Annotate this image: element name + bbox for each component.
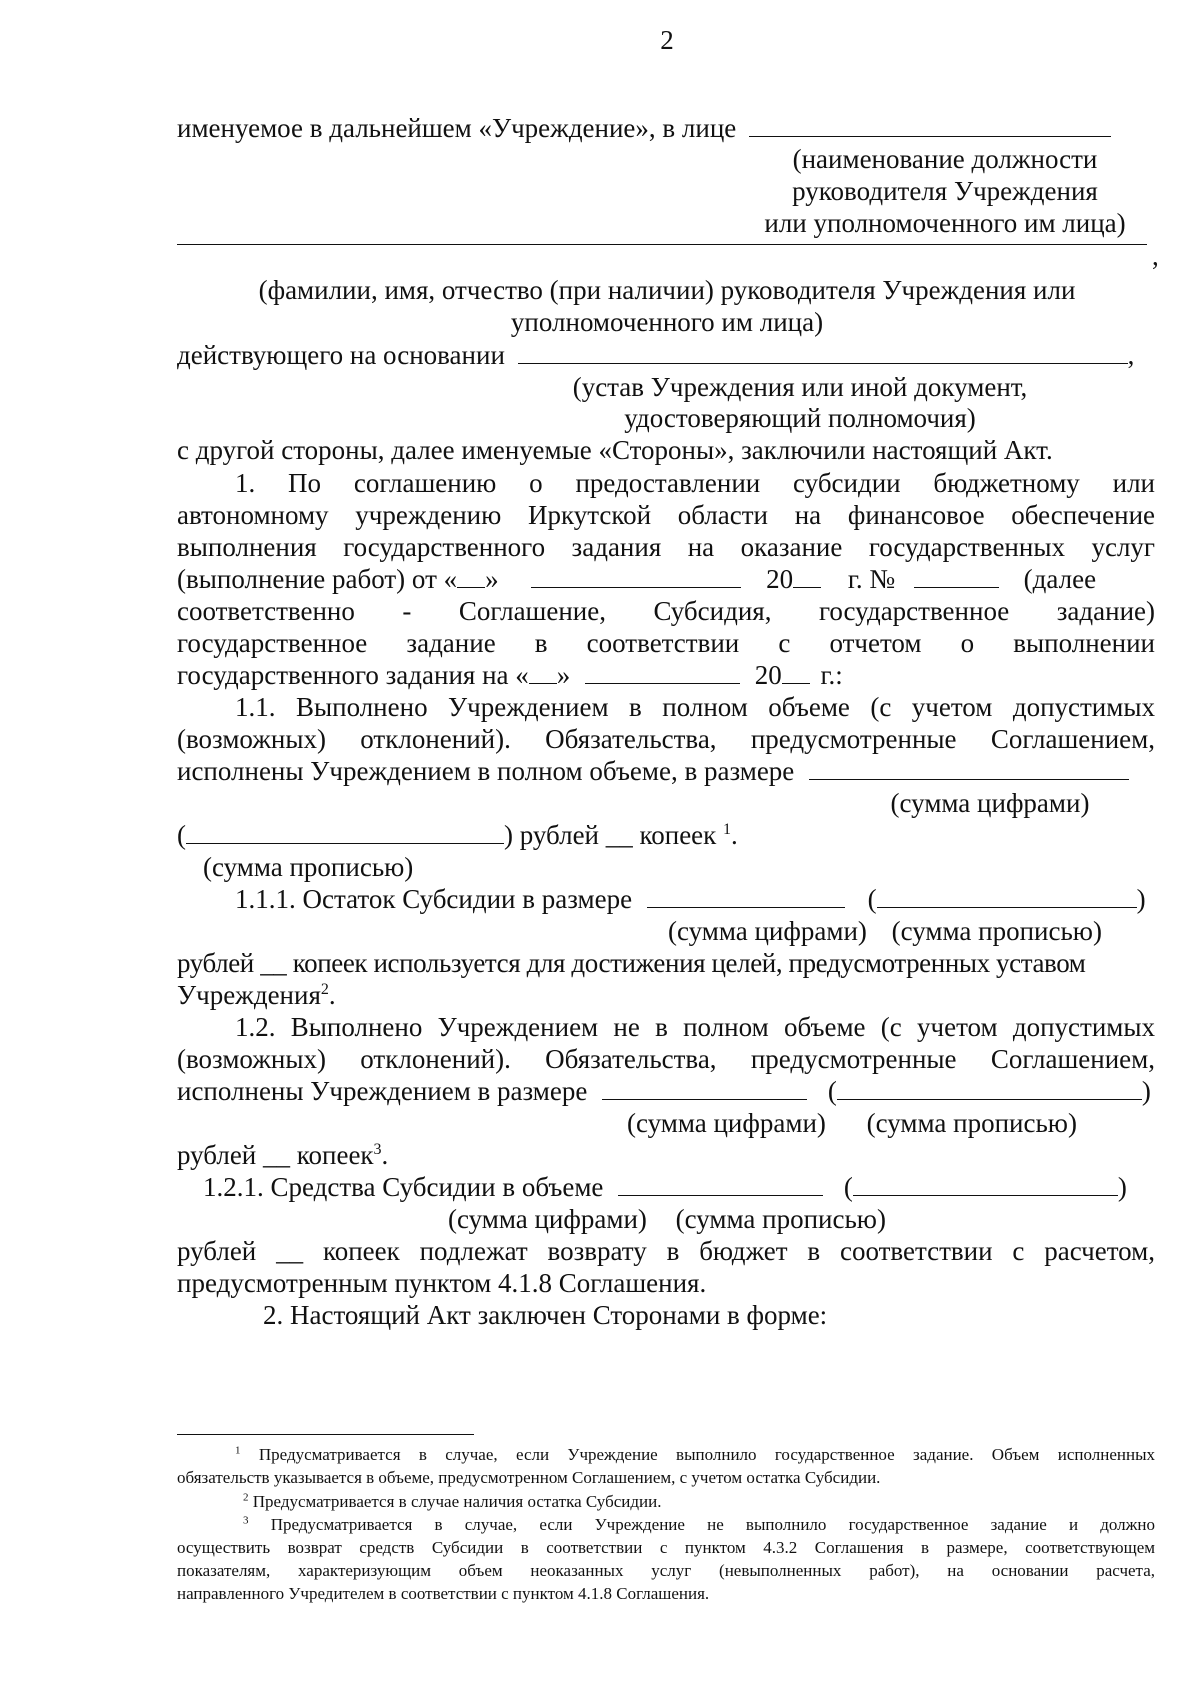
acting-basis-line: действующего на основании , [177,340,1135,370]
footnote-mark-2: 2 [320,981,329,998]
basis-blank [518,341,1128,364]
clause1-2-line3: исполнены Учреждением в размере ( ) [177,1076,1151,1106]
month-blank [531,565,741,588]
report-day-blank [529,661,557,684]
partial-digits-blank [602,1077,807,1100]
amount-digits-blank [809,757,1129,780]
clause1-1-line2: (возможных) отклонений). Обязательства, предусмотренные Соглашением, [177,724,1155,754]
footnote-mark-1: 1 [723,821,732,838]
footnote-separator [177,1434,474,1435]
clause1-1-1-line2: рублей __ копеек используется для достижения целей, предусмотренных уставом [177,948,1086,978]
clause1-line4: (выполнение работ) от « » 20 г. № (далее [177,564,1097,594]
clause2: 2. Настоящий Акт заключен Сторонами в форме: [263,1300,828,1330]
footnote-1-line2: обязательств указывается в объеме, предусмотренном Соглашением, с учетом остатка Субсидии. [177,1468,881,1487]
intro-named-line: именуемое в дальнейшем «Учреждение», в лице [177,112,1111,144]
partial-words-blank [837,1077,1142,1100]
clause1-2-1-line3: предусмотренным пунктом 4.1.8 Соглашения. [177,1268,707,1298]
footnote-3-line2: осуществить возврат средств Субсидии в соответствии с пунктом 4.3.2 Соглашения в размере, соответствующем [177,1538,1155,1557]
clause1-line5: соответственно - Соглашение, Субсидия, государственное задание) [177,596,1155,626]
footnote-2: $^2$ Предусматривается в случае наличия остатка Субсидии. [243,1491,662,1511]
clause1-line7: государственного задания на « » 20 г.: [177,660,843,690]
footnote-3-line4: направленного Учредителем в соответствии с пунктом 4.1.8 Соглашения. [177,1584,710,1603]
document-caption-1: (устав Учреждения или иной документ, [572,372,1028,402]
return-words-blank [853,1173,1118,1196]
footnote-3-line1: $^3$ Предусматривается в случае, если Учреждение не выполнило государственное задание и должно [243,1514,1156,1534]
clause1-2-captions: (сумма цифрами) (сумма прописью) [627,1108,1077,1138]
clause1-2-line4: рублей __ копеек$^3$. [177,1140,389,1170]
amount-words-blank [186,821,504,844]
position-caption-1: (наименование должности [792,144,1098,174]
caption-digits: (сумма цифрами) [890,788,1090,818]
return-digits-blank [618,1173,823,1196]
fio-comma: , [1152,241,1159,271]
footnote-mark-3: 3 [373,1141,382,1158]
clause1-2-1-captions: (сумма цифрами) (сумма прописью) [448,1204,886,1234]
clause1-line6: государственное задание в соответствии с отчетом о выполнении [177,628,1155,658]
clause1-1-1-line3: Учреждения$^2$. [177,980,336,1010]
footnote-1-line1: $^1$ Предусматривается в случае, если Учреждение выполнило государственное задание. Объем исполненных [235,1444,1156,1464]
clause1-1-1-captions: (сумма цифрами) (сумма прописью) [668,916,1102,946]
other-side-line: с другой стороны, далее именуемые «Стороны», заключили настоящий Акт. [177,435,1053,465]
report-month-blank [585,661,740,684]
clause1-line3: выполнения государственного задания на оказание государственных услуг [177,532,1155,562]
clause1-2-line2: (возможных) отклонений). Обязательства, предусмотренные Соглашением, [177,1044,1155,1074]
position-caption-2: руководителя Учреждения [792,176,1098,206]
clause1-2-line1: 1.2. Выполнено Учреждением не в полном объеме (с учетом допустимых [235,1012,1155,1042]
year-blank [793,565,821,588]
remainder-words-blank [877,885,1137,908]
fio-caption-2: уполномоченного им лица) [510,307,824,337]
clause1-1-1-line1: 1.1.1. Остаток Субсидии в размере ( ) [235,884,1146,914]
caption-words: (сумма прописью) [203,852,414,882]
clause1-2-1-line1: 1.2.1. Средства Субсидии в объеме ( ) [203,1172,1127,1202]
number-blank [914,565,999,588]
report-year-blank [782,661,810,684]
clause1-1-words-line: ( ) рублей __ копеек $^1$. [177,820,738,850]
position-blank [749,114,1111,137]
fio-caption-1: (фамилии, имя, отчество (при наличии) руководителя Учреждения или [258,275,1076,305]
clause1-line2: автономному учреждению Иркутской области на финансовое обеспечение [177,500,1155,530]
position-caption-3: или уполномоченного им лица) [764,208,1126,238]
day-blank [457,565,485,588]
footnote-3-line3: показателям, характеризующим объем неоказанных услуг (невыполненных работ), на основании расчета, [177,1561,1155,1580]
document-caption-2: удостоверяющий полномочия) [624,403,976,433]
clause1-line1: 1. По соглашению о предоставлении субсидии бюджетному или [235,468,1155,498]
page-number: 2 [660,25,674,55]
clause1-1-line1: 1.1. Выполнено Учреждением в полном объеме (с учетом допустимых [235,692,1155,722]
clause1-1-line3: исполнены Учреждением в полном объеме, в размере [177,755,1129,787]
clause1-2-1-line2: рублей __ копеек подлежат возврату в бюджет в соответствии с расчетом, [177,1236,1155,1266]
fio-blank [177,244,1147,245]
remainder-digits-blank [647,885,845,908]
